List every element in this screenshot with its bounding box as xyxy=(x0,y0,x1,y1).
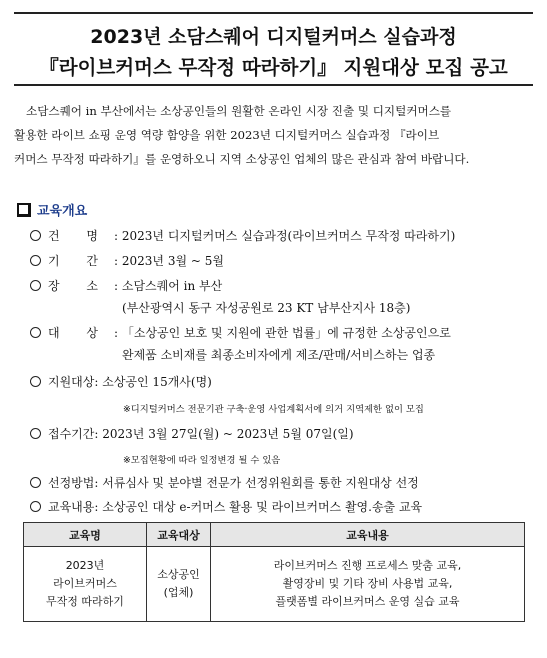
item-value: 「소상공인 보호 및 지원에 관한 법률」에 규정한 소상공인으로 xyxy=(121,326,451,340)
item-value: 2023년 3월 27일(월) ~ 2023년 5월 07일(일) xyxy=(102,427,354,441)
item-value: 소상공인 대상 e-커머스 활용 및 라이브커머스 촬영.송출 교육 xyxy=(102,500,423,514)
cell-course-content: 라이브커머스 진행 프로세스 맞춤 교육, 촬영장비 및 기타 장비 사용법 교육, 플랫폼별 라이브커머스 운영 실습 교육 xyxy=(211,547,525,622)
title-line-1: 2023년 소담스퀘어 디지털커머스 실습과정 xyxy=(90,26,457,48)
item-value: 소담스퀘어 in 부산 xyxy=(121,279,223,293)
item-value: 소상공인 15개사(명) xyxy=(102,375,212,389)
item-name: 건 명 : 2023년 디지털커머스 실습과정(라이브커머스 무작정 따라하기) xyxy=(30,227,455,244)
section-title: 교육개요 xyxy=(37,204,88,219)
item-value: 서류심사 및 분야별 전문가 선정위원회를 통한 지원대상 선정 xyxy=(102,476,419,490)
item-content: 교육내용: 소상공인 대상 e-커머스 활용 및 라이브커머스 촬영.송출 교육 xyxy=(30,498,422,515)
header-course-name: 교육명 xyxy=(24,523,147,547)
item-period: 기 간 : 2023년 3월 ~ 5월 xyxy=(30,252,224,269)
item-target-sub: 완제품 소비재를 최종소비자에게 제조/판매/서비스하는 업종 xyxy=(122,348,436,362)
title-bottom-rule xyxy=(14,84,533,86)
item-label: 접수기간 xyxy=(48,427,95,441)
intro-line: 활용한 라이브 쇼핑 운영 역량 함양을 위한 2023년 디지털커머스 실습과정 『라이브 xyxy=(14,128,440,142)
item-select: 선정방법: 서류심사 및 분야별 전문가 선정위원회를 통한 지원대상 선정 xyxy=(30,474,419,491)
item-apply-note: ※모집현황에 따라 일정변경 될 수 있음 xyxy=(123,455,281,466)
circle-bullet-icon xyxy=(30,327,41,338)
header-course-content: 교육내용 xyxy=(211,523,525,547)
item-count-note: ※디지털커머스 전문기관 구축·운영 사업계획서에 의거 지역제한 없이 모집 xyxy=(123,404,424,415)
item-label: 대 상 xyxy=(48,326,98,340)
item-count: 지원대상: 소상공인 15개사(명) xyxy=(30,373,212,390)
item-label: 장 소 xyxy=(48,279,98,293)
table-header-row xyxy=(24,523,525,547)
circle-bullet-icon xyxy=(30,501,41,512)
checkbox-square-icon xyxy=(17,203,31,217)
circle-bullet-icon xyxy=(30,428,41,439)
circle-bullet-icon xyxy=(30,477,41,488)
intro-line: 소담스퀘어 in 부산에서는 소상공인들의 원활한 온라인 시장 진출 및 디지털커머스를 xyxy=(26,104,452,118)
item-place: 장 소 : 소담스퀘어 in 부산 xyxy=(30,277,222,294)
section-header xyxy=(17,200,87,219)
cell-course-name: 2023년 라이브커머스 무작정 따라하기 xyxy=(24,547,147,622)
title-line-2: 『라이브커머스 무작정 따라하기』 지원대상 모집 공고 xyxy=(39,56,508,79)
item-label: 기 간 xyxy=(48,254,98,268)
item-label: 교육내용 xyxy=(48,500,95,514)
item-value: 2023년 3월 ~ 5월 xyxy=(121,254,224,268)
intro-paragraph xyxy=(14,99,533,171)
item-label: 선정방법 xyxy=(48,476,95,490)
circle-bullet-icon xyxy=(30,230,41,241)
top-rule xyxy=(14,12,533,14)
circle-bullet-icon xyxy=(30,376,41,387)
intro-line: 커머스 무작정 따라하기』를 운영하오니 지역 소상공인 업체의 많은 관심과 참여 바랍니다. xyxy=(14,152,470,166)
item-label: 지원대상 xyxy=(48,375,95,389)
item-value: 2023년 디지털커머스 실습과정(라이브커머스 무작정 따라하기) xyxy=(121,229,456,243)
item-place-sub: (부산광역시 동구 자성공원로 23 KT 남부산지사 18층) xyxy=(122,301,411,315)
circle-bullet-icon xyxy=(30,255,41,266)
item-label: 건 명 xyxy=(48,229,98,243)
course-table xyxy=(23,522,525,622)
item-target: 대 상 : 「소상공인 보호 및 지원에 관한 법률」에 규정한 소상공인으로 xyxy=(30,324,451,341)
table-row xyxy=(24,547,525,622)
header-course-target: 교육대상 xyxy=(147,523,211,547)
item-apply: 접수기간: 2023년 3월 27일(월) ~ 2023년 5월 07일(일) xyxy=(30,425,354,442)
circle-bullet-icon xyxy=(30,280,41,291)
cell-course-target: 소상공인 (업체) xyxy=(147,547,211,622)
